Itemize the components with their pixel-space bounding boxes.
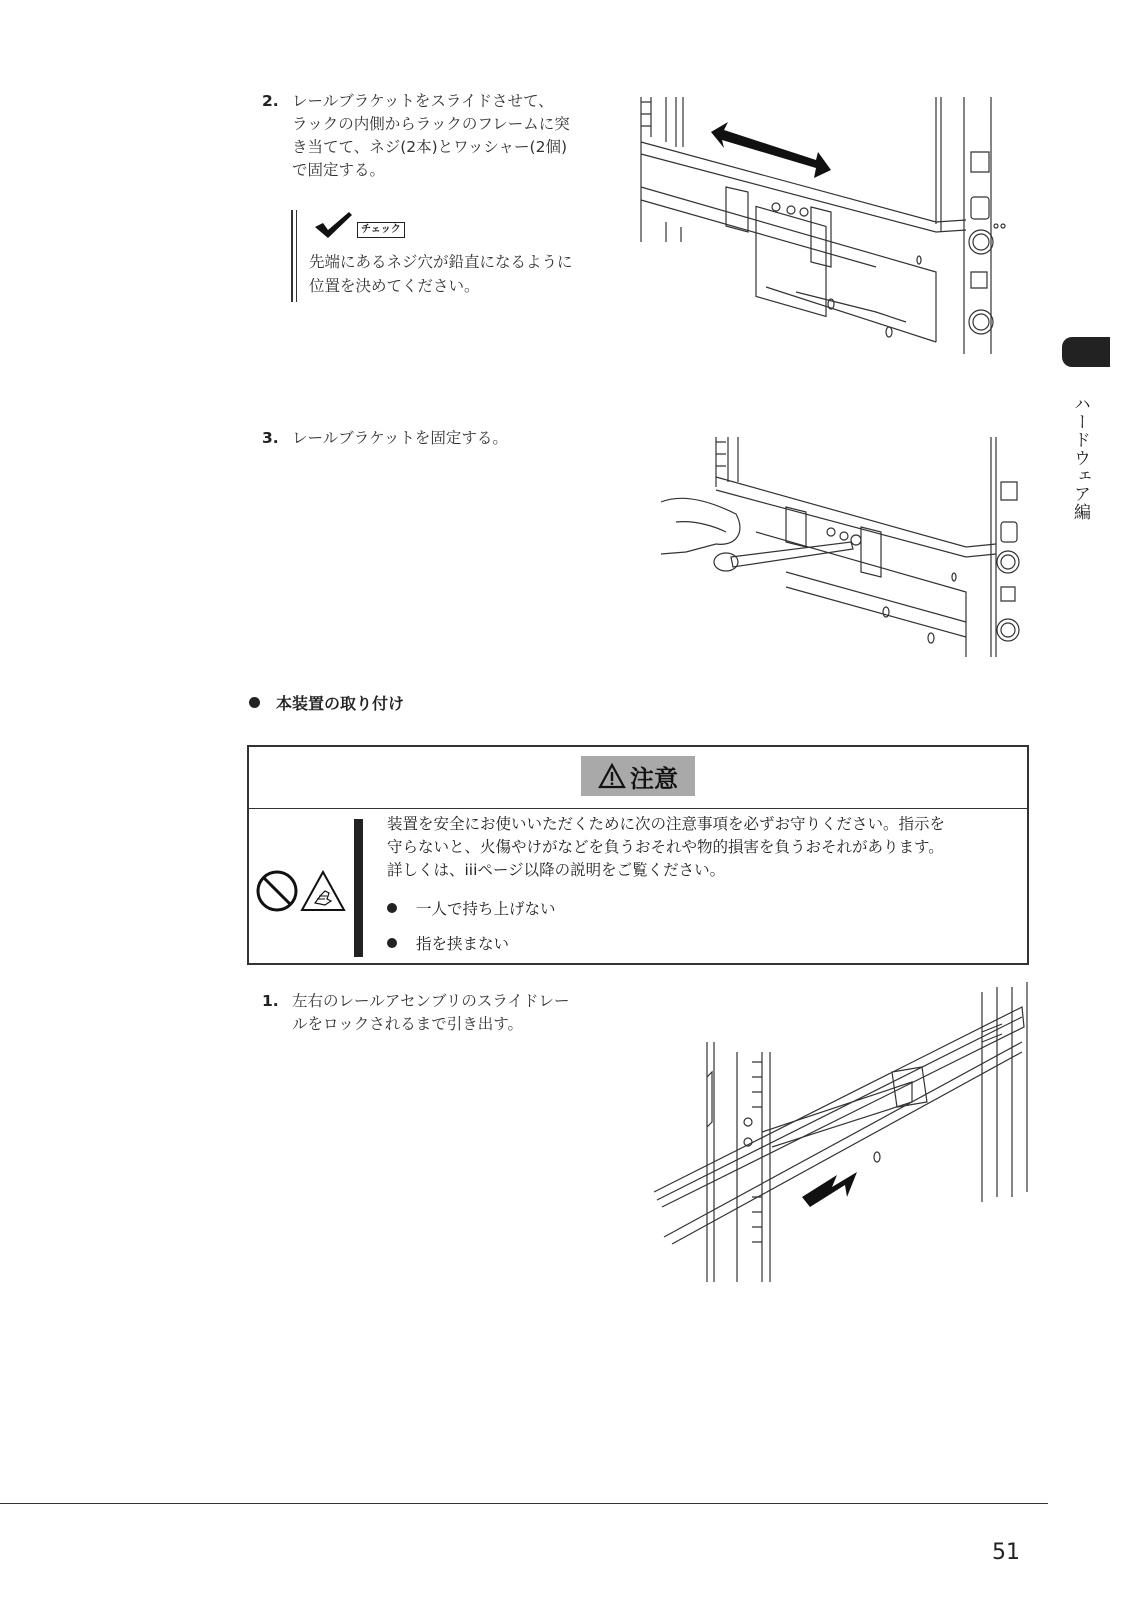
caution-divider — [354, 819, 363, 957]
footer-rule — [0, 1503, 1048, 1504]
note-bar — [291, 210, 293, 302]
checkmark-icon — [313, 210, 353, 240]
caution-item-text: 指を挟まない — [416, 935, 510, 953]
rail-bracket-slide-illustration — [636, 92, 996, 357]
chapter-label: ハードウェア編 — [1070, 395, 1090, 521]
check-note-text: 先端にあるネジ穴が鉛直になるように 位置を決めてください。 — [309, 253, 573, 295]
chapter-tab — [1062, 337, 1110, 367]
caution-box — [247, 745, 1029, 965]
bullet — [249, 697, 260, 708]
screwdriver-fixing-illustration — [656, 432, 1026, 662]
note-bar-thin — [296, 210, 297, 302]
step-text: レールブラケットをスライドさせて、 ラックの内側からラックのフレームに突 き当てて、ネジ(2本)とワッシャー(2個) で固定する。 — [292, 92, 570, 179]
finger-pinch-warning-icon — [299, 869, 347, 913]
step-number: 3. — [262, 429, 279, 447]
slide-rail-illustration — [652, 982, 1032, 1282]
section-heading: 本装置の取り付け — [276, 694, 405, 713]
caution-item — [387, 932, 509, 954]
caution-title-badge — [581, 756, 695, 796]
step-1 — [262, 990, 622, 1036]
caution-title: 注意 — [630, 764, 678, 793]
caution-header — [249, 747, 1027, 809]
caution-body: 装置を安全にお使いいただくために次の注意事項を必ずお守りください。指示を 守らないと、火傷やけがなどを負うおそれや物的損害を負うおそれがあります。 詳しくは、iiiページ以降の説明をご覧ください。 — [387, 815, 946, 879]
step-text: レールブラケットを固定する。 — [292, 429, 508, 447]
step-text: 左右のレールアセンブリのスライドレー ルをロックされるまで引き出す。 — [292, 992, 570, 1033]
warning-icon — [598, 763, 626, 789]
step-2 — [262, 90, 622, 182]
check-note — [291, 210, 621, 302]
caution-item-text: 一人で持ち上げない — [416, 900, 556, 918]
step-number: 2. — [262, 92, 279, 110]
check-tag: チェック — [357, 222, 405, 238]
page-number: 51 — [992, 1540, 1020, 1565]
step-3 — [262, 427, 622, 450]
caution-item — [387, 897, 556, 919]
prohibited-icon — [255, 869, 299, 913]
step-number: 1. — [262, 992, 279, 1010]
